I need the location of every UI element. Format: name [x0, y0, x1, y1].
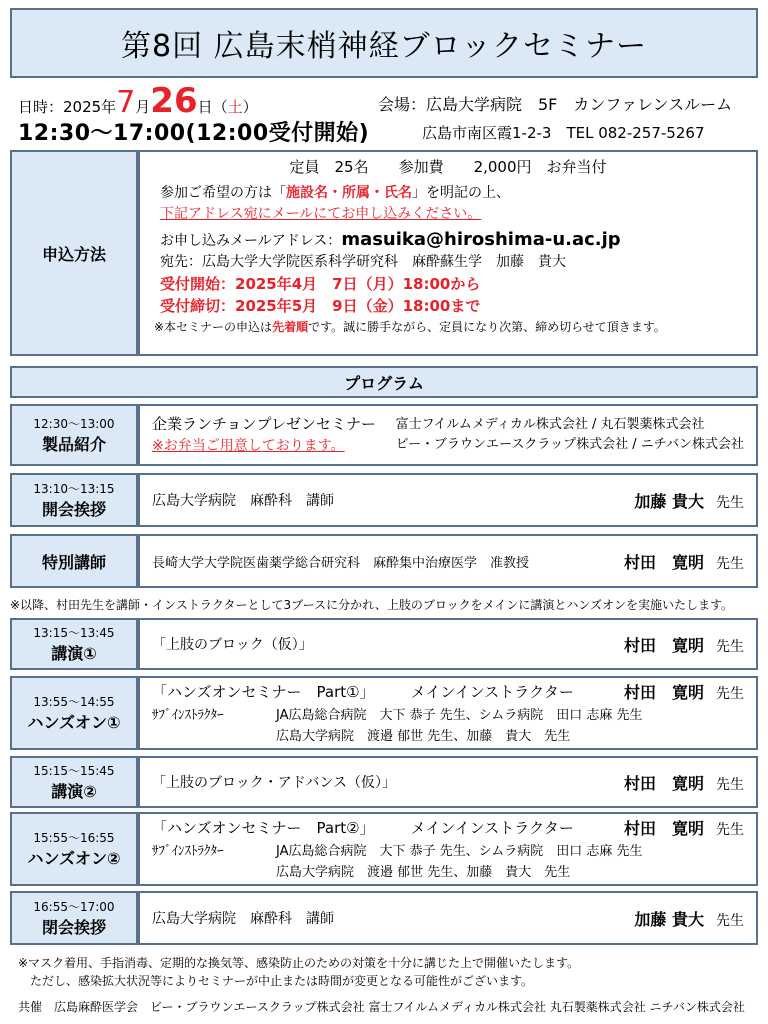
program-header: プログラム: [10, 366, 758, 398]
event-time: 12:30〜17:00(12:00受付開始): [18, 121, 370, 146]
event-date: [18, 81, 258, 121]
sponsor-line: ビー・ブラウンエースクラップ株式会社 / ニチバン株式会社: [395, 437, 744, 452]
session-product-intro: [138, 404, 758, 466]
infection-note: ※マスク着用、手指消毒、定期的な換気等、感染防止のための対策を十分に講じた上で開催いたします。: [18, 956, 580, 970]
bento-note: ※お弁当ご用意しております。: [152, 438, 345, 454]
venue: 会場：広島大学病院 5F カンファレンスルーム: [378, 95, 733, 114]
date-day: 26: [150, 81, 198, 121]
session-label: 13:55〜14:55 ハンズオン①: [10, 676, 138, 750]
date-close: ）: [242, 98, 258, 116]
date-weekday: 土: [227, 98, 243, 116]
mail-address[interactable]: masuika@hiroshima-u.ac.jp: [341, 229, 621, 250]
mail-recipient: 宛先：広島大学大学院医系科学研究科 麻酔蘇生学 加藤 貴大: [160, 254, 566, 270]
session-lecture-1: 「上肢のブロック（仮）」 村田 寛明 先生: [138, 618, 758, 670]
session-label: 15:15〜15:45 講演②: [10, 756, 138, 808]
apply-label: 申込方法: [10, 150, 138, 356]
capacity-fee: 定員 25名 参加費 2,000円 お弁当付: [289, 158, 607, 176]
mail-row: お申し込みメールアドレス：masuika@hiroshima-u.ac.jp: [160, 229, 621, 250]
session-label: 13:10〜13:15 開会挨拶: [10, 473, 138, 527]
speaker-name: 加藤 貴大: [634, 491, 704, 511]
luncheon-title: 企業ランチョンプレゼンセミナー: [152, 415, 376, 433]
apply-instruction: 参加ご希望の方は「施設名・所属・氏名」を明記の上、: [160, 185, 510, 201]
session-label: 特別講師: [10, 534, 138, 588]
date-month: 7: [116, 85, 136, 120]
address: 広島市南区霞1-2-3 TEL 082-257-5267: [422, 124, 705, 142]
date-month-suffix: 月: [135, 98, 151, 116]
speaker-name: 村田 寛明: [623, 683, 704, 702]
session-label: 12:30〜13:00 製品紹介: [10, 404, 138, 466]
apply-start: 受付開始：2025年4月 7日（月）18:00から: [160, 275, 481, 293]
date-prefix: 日時：2025年: [18, 98, 117, 116]
apply-box: [138, 150, 758, 356]
co-sponsors: 共催 広島麻酔医学会 ビー・ブラウンエースクラップ株式会社 富士フイルムメディカル株式会社 丸石製薬株式会社 ニチバン株式会社: [18, 1000, 745, 1014]
session-label: 16:55〜17:00 閉会挨拶: [10, 891, 138, 945]
speaker-name: 加藤 貴大: [634, 909, 704, 929]
booth-note: ※以降、村田先生を講師・インストラクターとして3ブースに分かれ、上肢のブロックをメインに講演とハンズオンを実施いたします。: [10, 598, 734, 612]
session-handson-2: 「ハンズオンセミナー Part②」 メインインストラクター 村田 寛明 先生 ｻﾌﾞｲﾝｽﾄﾗｸﾀｰ JA広島総合病院 大下 恭子 先生、シムラ病院 田口 志麻 先生 広島大学病院 渡邉 郁世 先生、加藤 貴大 先生: [138, 812, 758, 886]
speaker-name: 村田 寛明: [623, 819, 704, 838]
session-handson-1: 「ハンズオンセミナー Part①」 メインインストラクター 村田 寛明 先生 ｻﾌﾞｲﾝｽﾄﾗｸﾀｰ JA広島総合病院 大下 恭子 先生、シムラ病院 田口 志麻 先生 広島大学病院 渡邉 郁世 先生、加藤 貴大 先生: [138, 676, 758, 750]
sponsor-line: 富士フイルムメディカル株式会社 / 丸石製薬株式会社: [395, 417, 705, 432]
session-special-lecturer: 長崎大学大学院医歯薬学総合研究科 麻酔集中治療医学 准教授 村田 寛明 先生: [138, 534, 758, 588]
required-fields: 施設名・所属・氏名: [286, 185, 412, 201]
first-come-note: ※本セミナーの申込は先着順です。誠に勝手ながら、定員になり次第、締め切らせて頂きます。: [154, 320, 666, 334]
session-label: 13:15〜13:45 講演①: [10, 618, 138, 670]
session-lecture-2: 「上肢のブロック・アドバンス（仮）」 村田 寛明 先生: [138, 756, 758, 808]
speaker-name: 村田 寛明: [623, 773, 704, 793]
page-title: 第8回 広島末梢神経ブロックセミナー: [10, 8, 758, 78]
session-closing: 広島大学病院 麻酔科 講師 加藤 貴大 先生: [138, 891, 758, 945]
cancel-note: ただし、感染拡大状況等によりセミナーが中止または時間が変更となる可能性がございます。: [30, 974, 534, 988]
speaker-name: 村田 寛明: [623, 552, 704, 572]
apply-end: 受付締切：2025年5月 9日（金）18:00まで: [160, 297, 481, 315]
apply-by-mail: 下記アドレス宛にメールにてお申し込みください。: [160, 206, 482, 222]
speaker-name: 村田 寛明: [623, 635, 704, 655]
date-day-suffix: 日（: [197, 98, 228, 116]
session-opening: 広島大学病院 麻酔科 講師 加藤 貴大 先生: [138, 473, 758, 527]
session-label: 15:55〜16:55 ハンズオン②: [10, 812, 138, 886]
